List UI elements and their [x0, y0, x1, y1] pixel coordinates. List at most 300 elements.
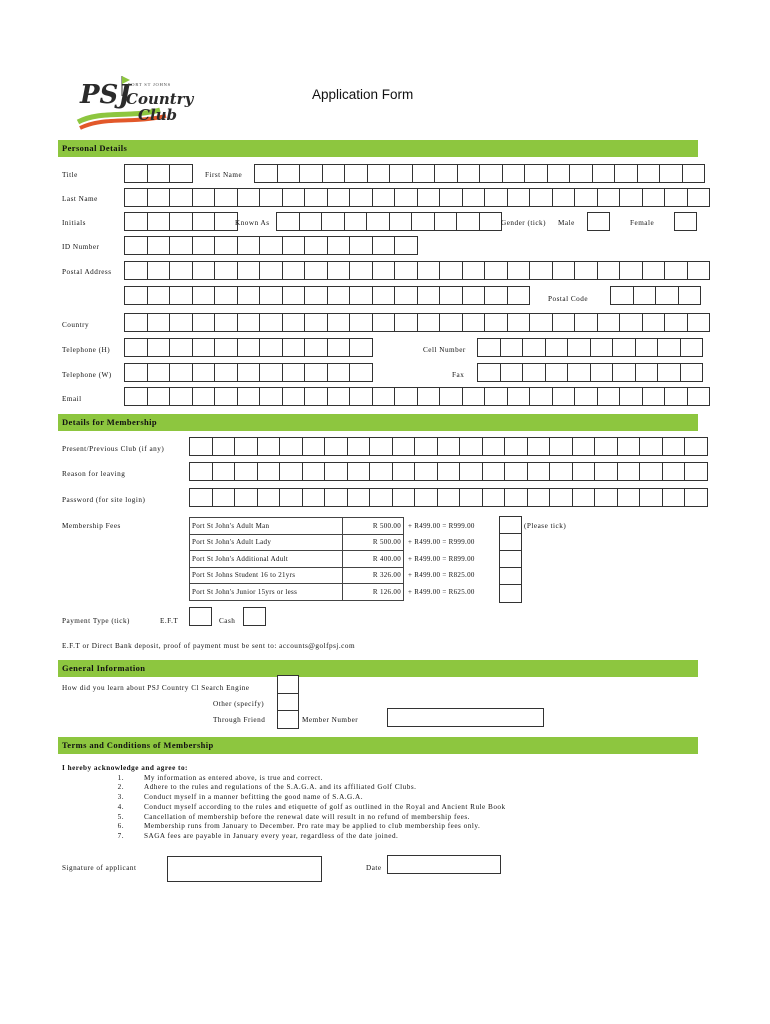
char-box[interactable]	[597, 387, 620, 406]
char-box[interactable]	[259, 236, 282, 255]
char-box[interactable]	[169, 188, 192, 207]
char-box[interactable]	[619, 261, 642, 280]
char-box[interactable]	[147, 363, 170, 382]
char-box[interactable]	[237, 387, 260, 406]
char-box[interactable]	[277, 164, 300, 183]
char-box[interactable]	[682, 164, 706, 183]
char-box[interactable]	[392, 488, 415, 507]
email-boxes[interactable]	[124, 387, 710, 405]
char-box[interactable]	[147, 164, 170, 183]
char-box[interactable]	[394, 286, 417, 305]
char-box[interactable]	[189, 488, 212, 507]
char-box[interactable]	[147, 212, 170, 231]
char-box[interactable]	[594, 462, 617, 481]
char-box[interactable]	[662, 488, 685, 507]
char-box[interactable]	[367, 164, 390, 183]
char-box[interactable]	[545, 338, 568, 357]
char-box[interactable]	[276, 212, 299, 231]
char-box[interactable]	[484, 286, 507, 305]
char-box[interactable]	[439, 188, 462, 207]
char-box[interactable]	[484, 188, 507, 207]
char-box[interactable]	[282, 313, 305, 332]
char-box[interactable]	[684, 462, 708, 481]
char-box[interactable]	[394, 236, 418, 255]
char-box[interactable]	[169, 313, 192, 332]
char-box[interactable]	[664, 387, 687, 406]
char-box[interactable]	[299, 212, 322, 231]
char-box[interactable]	[394, 188, 417, 207]
char-box[interactable]	[635, 363, 658, 382]
char-box[interactable]	[282, 188, 305, 207]
char-box[interactable]	[192, 338, 215, 357]
char-box[interactable]	[192, 387, 215, 406]
char-box[interactable]	[189, 437, 212, 456]
char-box[interactable]	[619, 188, 642, 207]
char-box[interactable]	[347, 488, 370, 507]
char-box[interactable]	[484, 261, 507, 280]
char-box[interactable]	[124, 338, 147, 357]
char-box[interactable]	[349, 236, 372, 255]
char-box[interactable]	[639, 488, 662, 507]
char-box[interactable]	[642, 387, 665, 406]
char-box[interactable]	[279, 462, 302, 481]
char-box[interactable]	[687, 313, 711, 332]
char-box[interactable]	[372, 286, 395, 305]
id-number-boxes[interactable]	[124, 236, 418, 254]
char-box[interactable]	[662, 462, 685, 481]
char-box[interactable]	[610, 286, 633, 305]
char-box[interactable]	[687, 188, 711, 207]
signature-field[interactable]	[167, 856, 322, 882]
char-box[interactable]	[214, 261, 237, 280]
char-box[interactable]	[619, 387, 642, 406]
char-box[interactable]	[687, 261, 711, 280]
char-box[interactable]	[482, 437, 505, 456]
char-box[interactable]	[214, 313, 237, 332]
char-box[interactable]	[192, 286, 215, 305]
char-box[interactable]	[612, 338, 635, 357]
initials-boxes[interactable]	[124, 212, 238, 230]
char-box[interactable]	[169, 286, 192, 305]
title-boxes[interactable]	[124, 164, 193, 182]
member-number-field[interactable]	[387, 708, 544, 727]
char-box[interactable]	[434, 164, 457, 183]
char-box[interactable]	[527, 437, 550, 456]
char-box[interactable]	[214, 286, 237, 305]
country-boxes[interactable]	[124, 313, 710, 331]
char-box[interactable]	[457, 164, 480, 183]
char-box[interactable]	[633, 286, 656, 305]
char-box[interactable]	[549, 488, 572, 507]
char-box[interactable]	[124, 212, 147, 231]
char-box[interactable]	[372, 261, 395, 280]
eft-checkbox[interactable]	[189, 607, 212, 626]
char-box[interactable]	[212, 462, 235, 481]
last-name-boxes[interactable]	[124, 188, 710, 206]
char-box[interactable]	[282, 236, 305, 255]
char-box[interactable]	[279, 488, 302, 507]
char-box[interactable]	[282, 338, 305, 357]
char-box[interactable]	[282, 286, 305, 305]
char-box[interactable]	[664, 313, 687, 332]
char-box[interactable]	[192, 188, 215, 207]
char-box[interactable]	[344, 212, 367, 231]
char-box[interactable]	[214, 212, 238, 231]
char-box[interactable]	[147, 188, 170, 207]
char-box[interactable]	[477, 363, 500, 382]
char-box[interactable]	[459, 437, 482, 456]
char-box[interactable]	[639, 437, 662, 456]
char-box[interactable]	[394, 261, 417, 280]
char-box[interactable]	[680, 338, 704, 357]
char-box[interactable]	[439, 286, 462, 305]
char-box[interactable]	[169, 236, 192, 255]
char-box[interactable]	[617, 488, 640, 507]
char-box[interactable]	[234, 488, 257, 507]
char-box[interactable]	[617, 462, 640, 481]
char-box[interactable]	[552, 261, 575, 280]
char-box[interactable]	[572, 437, 595, 456]
char-box[interactable]	[462, 261, 485, 280]
char-box[interactable]	[412, 164, 435, 183]
char-box[interactable]	[214, 236, 237, 255]
char-box[interactable]	[529, 387, 552, 406]
char-box[interactable]	[192, 261, 215, 280]
char-box[interactable]	[237, 261, 260, 280]
char-box[interactable]	[637, 164, 660, 183]
char-box[interactable]	[680, 363, 704, 382]
char-box[interactable]	[678, 286, 702, 305]
char-box[interactable]	[304, 387, 327, 406]
char-box[interactable]	[237, 188, 260, 207]
char-box[interactable]	[366, 212, 389, 231]
previous-club-boxes[interactable]	[189, 437, 708, 455]
char-box[interactable]	[434, 212, 457, 231]
char-box[interactable]	[214, 338, 237, 357]
char-box[interactable]	[234, 462, 257, 481]
char-box[interactable]	[507, 261, 530, 280]
char-box[interactable]	[545, 363, 568, 382]
char-box[interactable]	[642, 261, 665, 280]
char-box[interactable]	[417, 188, 440, 207]
char-box[interactable]	[304, 261, 327, 280]
char-box[interactable]	[417, 313, 440, 332]
char-box[interactable]	[684, 437, 708, 456]
postal-address-line2[interactable]	[124, 286, 530, 304]
char-box[interactable]	[597, 313, 620, 332]
char-box[interactable]	[349, 313, 372, 332]
char-box[interactable]	[590, 363, 613, 382]
char-box[interactable]	[392, 437, 415, 456]
char-box[interactable]	[327, 236, 350, 255]
char-box[interactable]	[439, 261, 462, 280]
char-box[interactable]	[124, 313, 147, 332]
telephone-w-boxes[interactable]	[124, 363, 373, 381]
char-box[interactable]	[664, 261, 687, 280]
char-box[interactable]	[504, 462, 527, 481]
char-box[interactable]	[259, 286, 282, 305]
char-box[interactable]	[372, 236, 395, 255]
char-box[interactable]	[529, 188, 552, 207]
char-box[interactable]	[684, 488, 708, 507]
char-box[interactable]	[500, 363, 523, 382]
char-box[interactable]	[635, 338, 658, 357]
char-box[interactable]	[327, 261, 350, 280]
char-box[interactable]	[282, 261, 305, 280]
char-box[interactable]	[257, 488, 280, 507]
char-box[interactable]	[124, 236, 147, 255]
char-box[interactable]	[394, 387, 417, 406]
char-box[interactable]	[321, 212, 344, 231]
char-box[interactable]	[552, 387, 575, 406]
char-box[interactable]	[347, 437, 370, 456]
char-box[interactable]	[437, 462, 460, 481]
char-box[interactable]	[527, 488, 550, 507]
char-box[interactable]	[349, 261, 372, 280]
char-box[interactable]	[169, 164, 193, 183]
char-box[interactable]	[394, 313, 417, 332]
char-box[interactable]	[169, 261, 192, 280]
char-box[interactable]	[437, 437, 460, 456]
char-box[interactable]	[504, 437, 527, 456]
char-box[interactable]	[417, 387, 440, 406]
male-checkbox[interactable]	[587, 212, 610, 231]
char-box[interactable]	[214, 363, 237, 382]
char-box[interactable]	[479, 212, 503, 231]
char-box[interactable]	[414, 462, 437, 481]
char-box[interactable]	[414, 488, 437, 507]
char-box[interactable]	[417, 261, 440, 280]
char-box[interactable]	[349, 188, 372, 207]
char-box[interactable]	[259, 188, 282, 207]
char-box[interactable]	[642, 313, 665, 332]
char-box[interactable]	[349, 338, 373, 357]
char-box[interactable]	[507, 286, 531, 305]
char-box[interactable]	[369, 462, 392, 481]
char-box[interactable]	[572, 462, 595, 481]
char-box[interactable]	[456, 212, 479, 231]
char-box[interactable]	[369, 437, 392, 456]
char-box[interactable]	[614, 164, 637, 183]
char-box[interactable]	[257, 437, 280, 456]
char-box[interactable]	[322, 164, 345, 183]
char-box[interactable]	[662, 437, 685, 456]
char-box[interactable]	[504, 488, 527, 507]
char-box[interactable]	[304, 338, 327, 357]
char-box[interactable]	[189, 462, 212, 481]
char-box[interactable]	[304, 363, 327, 382]
char-box[interactable]	[507, 188, 530, 207]
char-box[interactable]	[549, 437, 572, 456]
char-box[interactable]	[254, 164, 277, 183]
char-box[interactable]	[124, 164, 147, 183]
char-box[interactable]	[462, 188, 485, 207]
char-box[interactable]	[572, 488, 595, 507]
char-box[interactable]	[147, 261, 170, 280]
char-box[interactable]	[214, 188, 237, 207]
char-box[interactable]	[327, 387, 350, 406]
char-box[interactable]	[304, 236, 327, 255]
search-engine-checkbox[interactable]	[277, 675, 299, 694]
postal-code-boxes[interactable]	[610, 286, 701, 304]
char-box[interactable]	[657, 363, 680, 382]
char-box[interactable]	[389, 212, 412, 231]
char-box[interactable]	[642, 188, 665, 207]
char-box[interactable]	[569, 164, 592, 183]
char-box[interactable]	[327, 188, 350, 207]
char-box[interactable]	[304, 286, 327, 305]
char-box[interactable]	[529, 261, 552, 280]
char-box[interactable]	[507, 387, 530, 406]
telephone-h-boxes[interactable]	[124, 338, 373, 356]
char-box[interactable]	[502, 164, 525, 183]
char-box[interactable]	[304, 188, 327, 207]
char-box[interactable]	[500, 338, 523, 357]
char-box[interactable]	[259, 261, 282, 280]
char-box[interactable]	[347, 462, 370, 481]
char-box[interactable]	[327, 338, 350, 357]
char-box[interactable]	[687, 387, 711, 406]
char-box[interactable]	[437, 488, 460, 507]
char-box[interactable]	[349, 387, 372, 406]
date-field[interactable]	[387, 855, 501, 874]
char-box[interactable]	[574, 261, 597, 280]
char-box[interactable]	[664, 188, 687, 207]
char-box[interactable]	[324, 462, 347, 481]
char-box[interactable]	[549, 462, 572, 481]
fax-boxes[interactable]	[477, 363, 703, 381]
password-boxes[interactable]	[189, 488, 708, 506]
char-box[interactable]	[327, 286, 350, 305]
char-box[interactable]	[459, 462, 482, 481]
char-box[interactable]	[524, 164, 547, 183]
char-box[interactable]	[124, 363, 147, 382]
char-box[interactable]	[257, 462, 280, 481]
char-box[interactable]	[237, 286, 260, 305]
char-box[interactable]	[192, 236, 215, 255]
char-box[interactable]	[212, 437, 235, 456]
char-box[interactable]	[567, 338, 590, 357]
char-box[interactable]	[612, 363, 635, 382]
char-box[interactable]	[302, 488, 325, 507]
char-box[interactable]	[594, 488, 617, 507]
char-box[interactable]	[439, 313, 462, 332]
char-box[interactable]	[147, 286, 170, 305]
char-box[interactable]	[527, 462, 550, 481]
char-box[interactable]	[169, 363, 192, 382]
char-box[interactable]	[414, 437, 437, 456]
char-box[interactable]	[259, 338, 282, 357]
char-box[interactable]	[214, 387, 237, 406]
char-box[interactable]	[212, 488, 235, 507]
char-box[interactable]	[411, 212, 434, 231]
char-box[interactable]	[372, 387, 395, 406]
char-box[interactable]	[259, 387, 282, 406]
char-box[interactable]	[324, 488, 347, 507]
char-box[interactable]	[349, 363, 373, 382]
postal-address-line1[interactable]	[124, 261, 710, 279]
cell-number-boxes[interactable]	[477, 338, 703, 356]
char-box[interactable]	[462, 387, 485, 406]
char-box[interactable]	[597, 188, 620, 207]
char-box[interactable]	[482, 462, 505, 481]
char-box[interactable]	[592, 164, 615, 183]
cash-checkbox[interactable]	[243, 607, 266, 626]
char-box[interactable]	[349, 286, 372, 305]
char-box[interactable]	[619, 313, 642, 332]
char-box[interactable]	[655, 286, 678, 305]
char-box[interactable]	[484, 387, 507, 406]
char-box[interactable]	[302, 462, 325, 481]
char-box[interactable]	[124, 188, 147, 207]
char-box[interactable]	[369, 488, 392, 507]
char-box[interactable]	[507, 313, 530, 332]
char-box[interactable]	[552, 188, 575, 207]
char-box[interactable]	[639, 462, 662, 481]
char-box[interactable]	[594, 437, 617, 456]
char-box[interactable]	[147, 338, 170, 357]
char-box[interactable]	[124, 387, 147, 406]
char-box[interactable]	[552, 313, 575, 332]
char-box[interactable]	[484, 313, 507, 332]
char-box[interactable]	[169, 212, 192, 231]
char-box[interactable]	[147, 313, 170, 332]
through-friend-checkbox[interactable]	[277, 710, 299, 729]
char-box[interactable]	[462, 286, 485, 305]
char-box[interactable]	[299, 164, 322, 183]
char-box[interactable]	[192, 212, 215, 231]
char-box[interactable]	[529, 313, 552, 332]
char-box[interactable]	[327, 363, 350, 382]
char-box[interactable]	[372, 313, 395, 332]
char-box[interactable]	[302, 437, 325, 456]
char-box[interactable]	[574, 387, 597, 406]
first-name-boxes[interactable]	[254, 164, 705, 182]
char-box[interactable]	[192, 363, 215, 382]
known-as-boxes[interactable]	[276, 212, 502, 230]
char-box[interactable]	[439, 387, 462, 406]
char-box[interactable]	[169, 338, 192, 357]
char-box[interactable]	[597, 261, 620, 280]
char-box[interactable]	[574, 313, 597, 332]
char-box[interactable]	[147, 387, 170, 406]
char-box[interactable]	[617, 437, 640, 456]
char-box[interactable]	[462, 313, 485, 332]
char-box[interactable]	[522, 338, 545, 357]
char-box[interactable]	[567, 363, 590, 382]
char-box[interactable]	[282, 387, 305, 406]
char-box[interactable]	[279, 437, 302, 456]
char-box[interactable]	[389, 164, 412, 183]
char-box[interactable]	[479, 164, 502, 183]
char-box[interactable]	[237, 236, 260, 255]
char-box[interactable]	[392, 462, 415, 481]
char-box[interactable]	[590, 338, 613, 357]
char-box[interactable]	[237, 313, 260, 332]
char-box[interactable]	[237, 363, 260, 382]
char-box[interactable]	[234, 437, 257, 456]
char-box[interactable]	[324, 437, 347, 456]
char-box[interactable]	[147, 236, 170, 255]
char-box[interactable]	[459, 488, 482, 507]
char-box[interactable]	[659, 164, 682, 183]
char-box[interactable]	[124, 261, 147, 280]
char-box[interactable]	[657, 338, 680, 357]
char-box[interactable]	[304, 313, 327, 332]
char-box[interactable]	[482, 488, 505, 507]
char-box[interactable]	[574, 188, 597, 207]
female-checkbox[interactable]	[674, 212, 697, 231]
